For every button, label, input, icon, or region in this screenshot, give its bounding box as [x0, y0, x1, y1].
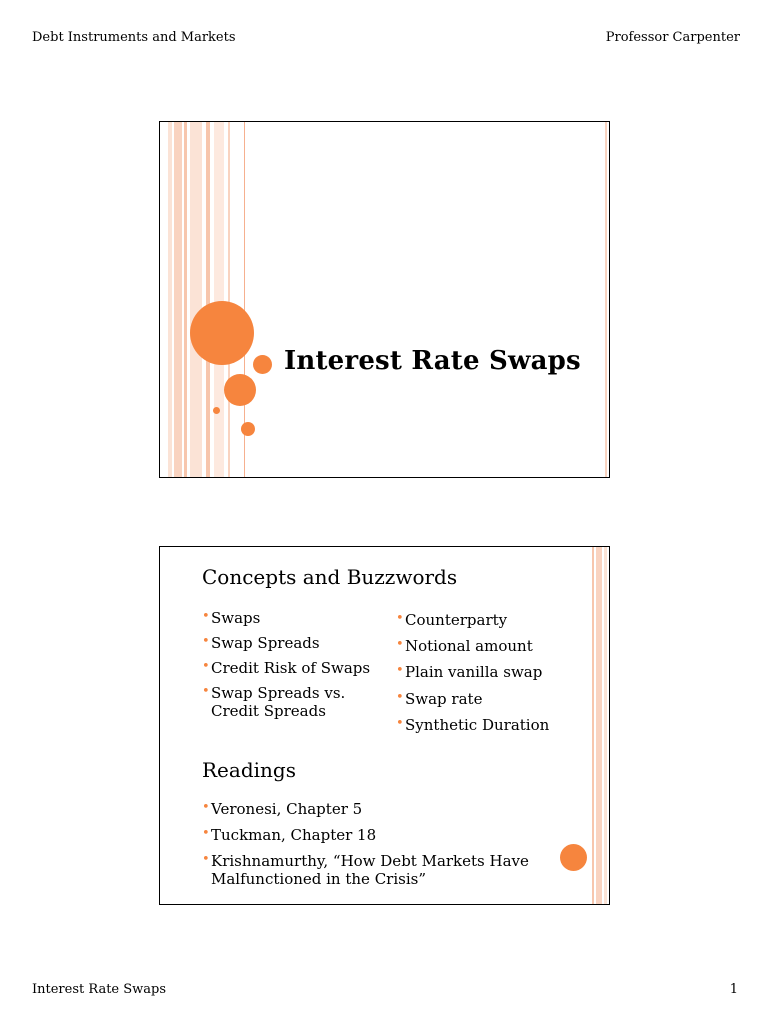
circle-decoration	[560, 844, 587, 871]
bullet-dot: •	[202, 659, 210, 674]
concept-item	[396, 637, 596, 655]
concepts-heading: Concepts and Buzzwords	[202, 565, 458, 589]
slide-title: Interest Rate Swaps	[284, 346, 581, 376]
reading-item	[202, 826, 562, 844]
bullet-text-line: Malfunctioned in the Crisis”	[211, 870, 427, 888]
bullet-dot: •	[396, 637, 404, 652]
bullet-dot: •	[202, 634, 210, 649]
bullet-text-line: Plain vanilla swap	[405, 663, 543, 681]
bullet-text-line: Swaps	[211, 609, 261, 627]
bullet-text-line: Tuckman, Chapter 18	[211, 826, 377, 844]
bullet-dot: •	[396, 716, 404, 731]
small-circle-decoration-2	[241, 422, 255, 436]
reading-item	[202, 852, 562, 888]
bullet-text-line: Counterparty	[405, 611, 508, 629]
bullet-text-line: Notional amount	[405, 637, 533, 655]
bullet-dot: •	[202, 609, 210, 624]
bullet-text-line: Credit Spreads	[211, 702, 326, 720]
page-header-course: Debt Instruments and Markets	[32, 30, 236, 45]
medium-circle-decoration	[224, 374, 256, 406]
concept-item	[202, 684, 392, 720]
readings-list	[202, 800, 562, 896]
page-header-instructor: Professor Carpenter	[605, 30, 740, 45]
bullet-dot: •	[202, 852, 210, 867]
bullet-dot: •	[396, 690, 404, 705]
bullet-dot: •	[202, 684, 210, 699]
bullet-dot: •	[202, 800, 210, 815]
reading-item	[202, 800, 562, 818]
bullet-text-line: Credit Risk of Swaps	[211, 659, 371, 677]
bullet-text-line: Swap Spreads vs.	[211, 684, 346, 702]
concepts-list-left	[202, 609, 392, 727]
concept-item	[202, 609, 392, 627]
concept-item	[396, 663, 596, 681]
concept-item	[396, 690, 596, 708]
concept-item	[396, 611, 596, 629]
bullet-text-line: Synthetic Duration	[405, 716, 550, 734]
page-footer-title: Interest Rate Swaps	[32, 982, 167, 997]
tiny-circle-decoration	[213, 407, 220, 414]
bullet-text-line: Veronesi, Chapter 5	[211, 800, 363, 818]
slide-concepts-readings	[159, 546, 610, 905]
concept-item	[202, 659, 392, 677]
bullet-text-line: Krishnamurthy, “How Debt Markets Have	[211, 852, 529, 870]
page-number: 1	[729, 982, 738, 997]
bullet-text-line: Swap Spreads	[211, 634, 320, 652]
bullet-dot: •	[396, 611, 404, 626]
bullet-dot: •	[396, 663, 404, 678]
large-circle-decoration	[190, 301, 254, 365]
bullet-dot: •	[202, 826, 210, 841]
concept-item	[202, 634, 392, 652]
small-circle-decoration	[253, 355, 272, 374]
slide-title-card	[159, 121, 610, 478]
concept-item	[396, 716, 596, 734]
concepts-list-right	[396, 611, 596, 742]
bullet-text-line: Swap rate	[405, 690, 483, 708]
readings-heading: Readings	[202, 758, 296, 782]
